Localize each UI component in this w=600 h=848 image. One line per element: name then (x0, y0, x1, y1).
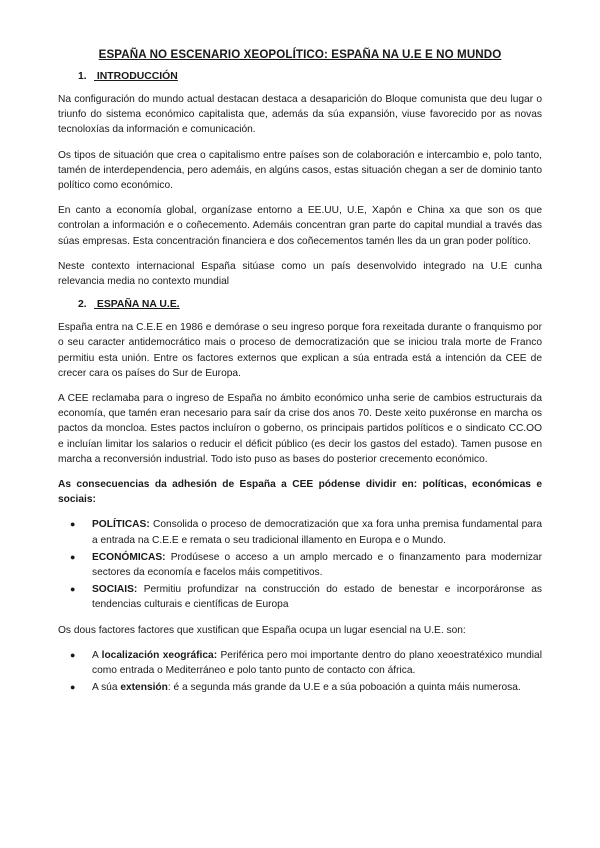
consequences-intro: As consecuencias da adhesión de España a CEE pódense dividir en: políticas, económicas e sociais: (58, 479, 542, 506)
section-title: ESPAÑA NA U.E. (96, 299, 180, 311)
list-item-label: ECONÓMICAS: (92, 551, 166, 563)
section-title: INTRODUCCIÓN (96, 71, 178, 82)
list-item (70, 550, 542, 580)
bullet-icon: ● (70, 551, 76, 562)
factors-list (58, 648, 542, 696)
section-heading-introduccion (78, 71, 542, 82)
paragraph: Neste contexto internacional España sitúase como un país desenvolvido integrado na U.E cunha relevancia media no contexto mundial (58, 260, 542, 288)
paragraph: Os tipos de situación que crea o capitalismo entre países son de colaboración e intercambio e, polo tanto, tamén de interdependencia, pero ademáis, en algúns casos, estas situación chegan a ser de dominio tanto político como económico. (58, 149, 542, 192)
document-title: ESPAÑA NO ESCENARIO XEOPOLÍTICO: ESPAÑA NA U.E E NO MUNDO (98, 48, 502, 61)
list-item-text: Prodúsese o acceso a un amplo mercado e o finanzamento para modernizar sectores da economía e facelos máis competitivos. (92, 551, 542, 579)
bullet-icon: ● (70, 682, 76, 693)
list-item-text: : é a segunda más grande da U.E e a súa poboación a quinta máis numerosa. (167, 682, 521, 694)
paragraph: A CEE reclamaba para o ingreso de España no ámbito económico unha serie de cambios estructurais da economía, que tamén eran necesario para saír da crise dos anos 70. Deste xeito puxéronse en marcha os pactos da moncloa. Estes pactos incluíron o goberno, os principais partidos políticos e o sindicato CC.OO e incluían limitar los salarios o reducir el déficit público (es decir los gastos del estado). Tamen pusose en marcha a reconversión industrial. Todo isto puso as bases do posterior crecemento económico. (58, 393, 542, 465)
list-item-label: localización xeográfica: (101, 649, 218, 661)
list-item (70, 517, 542, 547)
list-item-label: extensión (120, 682, 168, 694)
list-item-label: SOCIAIS: (92, 584, 138, 596)
consequences-list (58, 517, 542, 612)
section-number: 1. (78, 71, 87, 82)
list-item-prefix: A (92, 649, 102, 661)
list-item (70, 680, 542, 695)
paragraph: España entra na C.E.E en 1986 e demórase o seu ingreso porque fora rexeitada durante o franquismo por o seu caracter antidemocrático mais o proceso de democratización que se iniciou trala morte de Franco permitiu esta unión. Entre os factores externos que explican a súa entrada está a intención da CEE de crecer cara os países do Sur de Europa. (58, 322, 542, 379)
list-item-prefix: A súa (92, 682, 121, 694)
list-item-text: Periférica pero moi importante dentro do plano xeoestratéxico mundial como entrada o Mediterráneo e polo tanto punto de contacto con áfrica. (92, 649, 542, 677)
section-heading-espana-na-ue (78, 299, 542, 310)
bullet-icon: ● (70, 649, 76, 660)
paragraph: Na configuración do mundo actual destacan destaca a desaparición do Bloque comunista que deu lugar o triunfo do sistema económico capitalista que, además da súa expansión, viuse favorecido por as novas tecnoloxías da información e comunicación. (58, 94, 542, 136)
list-item (70, 648, 542, 678)
bullet-icon: ● (70, 584, 76, 595)
list-item (70, 582, 542, 612)
section-number: 2. (78, 299, 87, 311)
bullet-icon: ● (70, 519, 76, 530)
list-item-label: POLÍTICAS: (92, 519, 150, 531)
list-item-text: Consolida o proceso de democratización que xa fora unha premisa fundamental para a entrada na C.E.E e remata o seu tradicional illamento en Europa e o Mundo. (92, 519, 542, 546)
factors-intro: Os dous factores factores que xustifican que España ocupa un lugar esencial na U.E. son: (58, 624, 466, 636)
paragraph: En canto a economía global, organízase entorno a EE.UU, U.E, Xapón e China xa que son os que controlan a información e o coñecemento. Ademáis concentran gran parte do capital mundial a través das súas empresas. Esta concentración financiera e dos coñecementos tamén lles da un gran poder político. (58, 205, 542, 247)
list-item-text: Permitiu profundizar na construcción do estado de benestar e incorporáronse as tendencias culturais e científicas de Europa (92, 584, 542, 611)
